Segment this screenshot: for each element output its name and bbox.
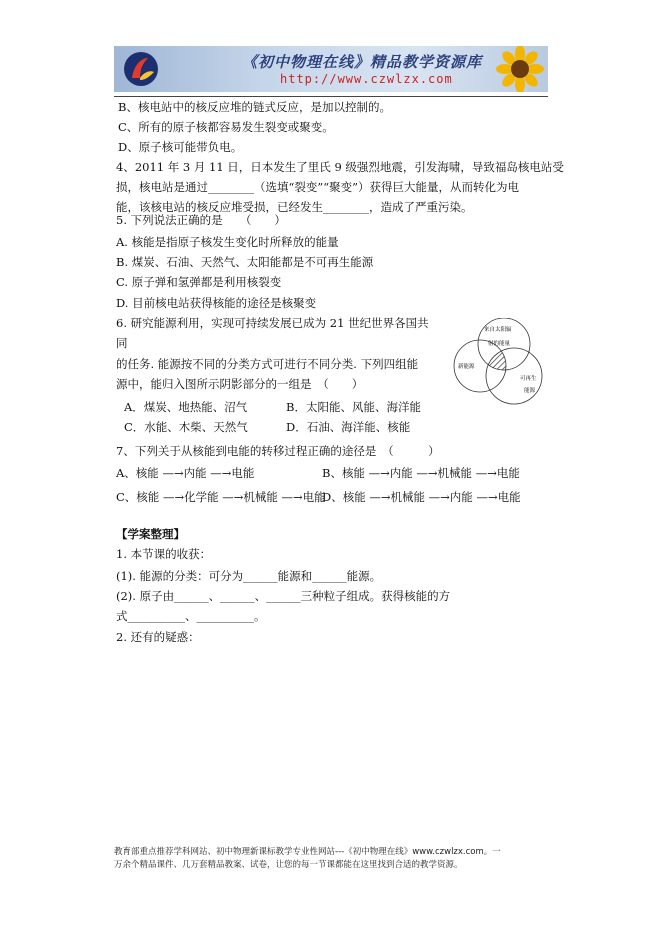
venn-label-right2: 能源: [524, 388, 536, 394]
q6-option-c: C．水能、木柴、天然气: [124, 420, 248, 434]
sunflower-icon: [484, 46, 546, 92]
q4-line1: 4、2011 年 3 月 11 日，日本发生了里氏 9 级强烈地震，引发海啸，导致福岛核电站受: [116, 160, 564, 174]
q7-option-d: D、核能 —→机械能 —→内能 —→电能: [322, 490, 521, 504]
footer-line2: 万余个精品课件、几万套精品教案、试卷，让您的每一节课都能在这里找到合适的教学资源。: [114, 860, 463, 870]
summary-1-2a: (2). 原子由______、______、______三种粒子组成。获得核能的方: [116, 589, 451, 603]
header-banner: [114, 46, 548, 92]
q3-option-b: B、核电站中的核反应堆的链式反应，是加以控制的。: [118, 100, 391, 114]
q7-option-a: A、核能 —→内能 —→电能: [116, 466, 255, 480]
summary-1-2b: 式__________、__________。: [116, 609, 266, 623]
venn-label-top: 来自太阳辐: [484, 327, 512, 333]
q6-option-d: D．石油、海洋能、核能: [286, 420, 411, 434]
banner-title: 《初中物理在线》精品教学资源库: [242, 53, 483, 71]
section-title: 【学案整理】: [116, 527, 185, 541]
q7-stem: 7、下列关于从核能到电能的转移过程正确的途径是 （ ）: [116, 444, 440, 458]
footer-line1: 教育部重点推荐学科网站、初中物理新课标教学专业性网站---《初中物理在线》www.czwlzx.com。一: [114, 847, 501, 857]
q6-option-b: B．太阳能、风能、海洋能: [286, 400, 421, 414]
q5-option-a: A. 核能是指原子核发生变化时所释放的能量: [116, 235, 339, 249]
q5-stem: 5. 下列说法正确的是 （ ）: [116, 213, 286, 227]
venn-label-top2: 射的能量: [488, 341, 511, 347]
q4-line3: 能，该核电站的核反应堆受损，已经发生________，造成了严重污染。: [116, 200, 473, 214]
q3-option-c: C、所有的原子核都容易发生裂变或聚变。: [118, 120, 334, 134]
venn-label-left: 新能源: [458, 364, 475, 370]
q6-line2: 同: [116, 336, 128, 350]
summary-1-1: (1). 能源的分类：可分为______能源和______能源。: [116, 569, 382, 583]
q7-option-b: B、核能 —→内能 —→机械能 —→电能: [322, 466, 520, 480]
energy-venn-diagram: [446, 318, 558, 410]
q6-line4: 源中，能归入图所示阴影部分的一组是 （ ）: [116, 377, 364, 391]
q6-option-a: A．煤炭、地热能、沼气: [124, 400, 248, 414]
page-footer: [114, 846, 554, 872]
site-logo-icon: [122, 50, 160, 88]
banner-url: http://www.czwlzx.com: [280, 72, 453, 86]
q7-option-c: C、核能 —→化学能 —→机械能 —→电能: [116, 490, 326, 504]
q4-line2: 损，核电站是通过________（选填“裂变”“聚变”）获得巨大能量，从而转化为电: [116, 180, 520, 194]
q6-line1: 6. 研究能源利用，实现可持续发展已成为 21 世纪世界各国共: [116, 316, 429, 330]
venn-label-right1: 可再生: [520, 376, 537, 382]
header-rule: [114, 96, 548, 97]
q5-option-b: B. 煤炭、石油、天然气、太阳能都是不可再生能源: [116, 255, 374, 269]
q6-line3: 的任务. 能源按不同的分类方式可进行不同分类. 下列四组能: [116, 357, 419, 371]
summary-1: 1. 本节课的收获：: [116, 547, 212, 561]
summary-2: 2. 还有的疑惑：: [116, 630, 200, 644]
q5-option-d: D. 目前核电站获得核能的途径是核聚变: [116, 296, 317, 310]
q3-option-d: D、原子核可能带负电。: [118, 140, 243, 154]
q5-option-c: C. 原子弹和氢弹都是利用核裂变: [116, 275, 282, 289]
